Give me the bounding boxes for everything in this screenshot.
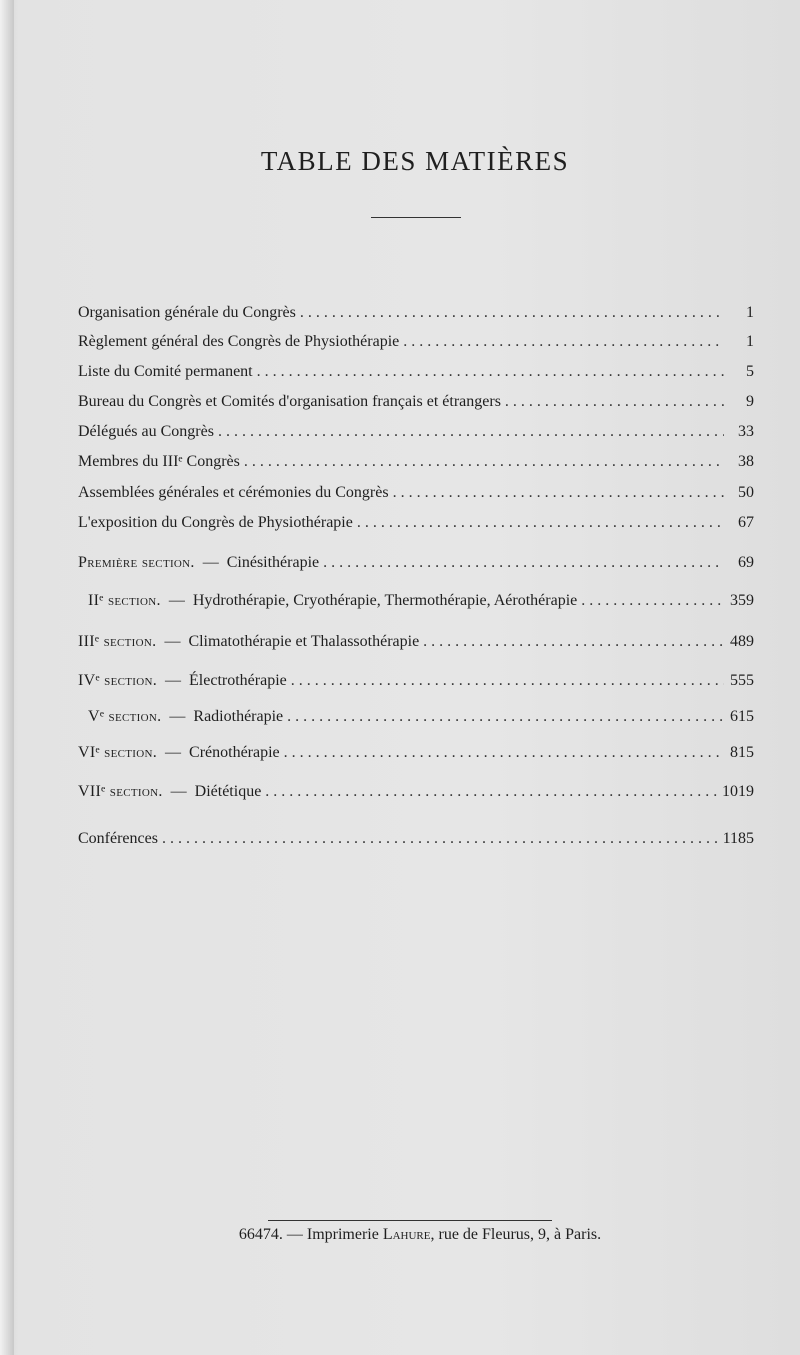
toc-section-prefix: Première section. [78, 554, 195, 571]
toc-entry-title [78, 672, 287, 690]
footer-rule [268, 1220, 552, 1221]
toc-entry-title [78, 333, 399, 351]
toc-entry-title [78, 830, 158, 848]
toc-page-number: 69 [738, 554, 754, 571]
toc-section-dash: — [165, 744, 182, 761]
printer-imprint [0, 1226, 800, 1244]
toc-entry-label: Bureau du Congrès et Comités d'organisation français et étrangers [78, 393, 501, 410]
toc-entry-title [78, 554, 319, 572]
toc-section-dash: — [168, 592, 185, 609]
toc-page-number: 50 [738, 484, 754, 501]
toc-section-dash: — [165, 672, 182, 689]
toc-entry [78, 393, 754, 419]
toc-section-prefix: VIIᵉ section. [78, 783, 163, 800]
page-edge-shadow [0, 0, 14, 1355]
toc-entry-title [78, 304, 296, 322]
toc-entry [88, 592, 754, 618]
toc-entry [88, 708, 754, 734]
toc-entry [78, 484, 754, 510]
dot-leader [162, 830, 719, 848]
title-rule [371, 217, 461, 218]
toc-section-dash: — [169, 708, 186, 725]
dot-leader [323, 554, 724, 572]
imprint-printer-name: Lahure [382, 1226, 431, 1243]
toc-entry-label: Liste du Comité permanent [78, 363, 253, 380]
imprint-text-before: Imprimerie [306, 1226, 379, 1243]
toc-page-number: 815 [730, 744, 754, 761]
toc-entry-title [88, 708, 283, 726]
dot-leader [218, 423, 724, 441]
toc-section-dash: — [202, 554, 219, 571]
dot-leader [257, 363, 724, 381]
toc-page-number: 1185 [722, 830, 754, 847]
toc-entry-title [78, 744, 280, 762]
toc-page-number: 33 [738, 423, 754, 440]
toc-section-dash: — [164, 633, 181, 650]
dot-leader [244, 453, 724, 471]
toc-entry [78, 333, 754, 359]
toc-entry-label: Membres du IIIᵉ Congrès [78, 453, 240, 470]
dot-leader [505, 393, 724, 411]
toc-section-prefix: Vᵉ section. [88, 708, 162, 725]
dot-leader [291, 672, 724, 690]
toc-entry-label: Délégués au Congrès [78, 423, 214, 440]
toc-entry-title [78, 423, 214, 441]
imprint-number: 66474. [238, 1226, 283, 1243]
toc-entry-label: Crénothérapie [189, 744, 280, 761]
dot-leader [265, 783, 718, 801]
toc-entry-label: Assemblées générales et cérémonies du Congrès [78, 484, 389, 501]
toc-section-dash: — [170, 783, 187, 800]
toc-entry [78, 744, 754, 770]
toc-entry-title [78, 783, 261, 801]
toc-page-number: 38 [738, 453, 754, 470]
toc-entry-label: Diététique [194, 783, 262, 800]
toc-section-prefix: IIᵉ section. [88, 592, 161, 609]
toc-entry-title [88, 592, 577, 610]
toc-entry-title [78, 363, 253, 381]
toc-entry [78, 363, 754, 389]
toc-entry-title [78, 514, 353, 532]
toc-entry [78, 633, 754, 659]
toc-entry-title [78, 453, 240, 471]
toc-entry [78, 830, 754, 856]
toc-entry-label: Climatothérapie et Thalassothérapie [188, 633, 420, 650]
toc-entry [78, 514, 754, 540]
toc-page-number: 9 [746, 393, 754, 410]
toc-entry [78, 453, 754, 479]
dot-leader [284, 744, 724, 762]
toc-entry-label: Organisation générale du Congrès [78, 304, 296, 321]
toc-page-number: 1 [746, 333, 754, 350]
dot-leader [581, 592, 724, 610]
toc-entry [78, 672, 754, 698]
toc-entry [78, 783, 754, 809]
toc-page-number: 5 [746, 363, 754, 380]
toc-section-prefix: IIIᵉ section. [78, 633, 157, 650]
toc-entry-label: L'exposition du Congrès de Physiothérapie [78, 514, 353, 531]
toc-entry-title [78, 484, 389, 502]
toc-entry-label: Hydrothérapie, Cryothérapie, Thermothérapie, Aérothérapie [192, 592, 578, 609]
toc-entry-label: Règlement général des Congrès de Physiothérapie [78, 333, 400, 350]
page-title: TABLE DES MATIÈRES [260, 146, 570, 176]
toc-entry-label: Cinésithérapie [226, 554, 320, 571]
imprint-dash: — [286, 1226, 303, 1243]
toc-entry [78, 304, 754, 330]
toc-entry-title [78, 393, 501, 411]
toc-entry-label: Radiothérapie [193, 708, 284, 725]
dot-leader [287, 708, 724, 726]
toc-page-number: 359 [730, 592, 754, 609]
toc-section-prefix: VIᵉ section. [78, 744, 158, 761]
toc-page-number: 555 [730, 672, 754, 689]
dot-leader [300, 304, 724, 322]
dot-leader [423, 633, 724, 651]
toc-page-number: 1019 [722, 783, 754, 800]
toc-entry [78, 423, 754, 449]
toc-page-number: 615 [730, 708, 754, 725]
toc-entry-title [78, 633, 419, 651]
toc-entry [78, 554, 754, 580]
toc-entry-label: Conférences [78, 830, 158, 847]
toc-entry-label: Électrothérapie [189, 672, 287, 689]
toc-page-number: 1 [746, 304, 754, 321]
dot-leader [393, 484, 724, 502]
dot-leader [357, 514, 724, 532]
dot-leader [403, 333, 724, 351]
imprint-text-after: , rue de Fleurus, 9, à Paris. [430, 1226, 602, 1243]
toc-page-number: 489 [730, 633, 754, 650]
toc-page-number: 67 [738, 514, 754, 531]
toc-section-prefix: IVᵉ section. [78, 672, 158, 689]
